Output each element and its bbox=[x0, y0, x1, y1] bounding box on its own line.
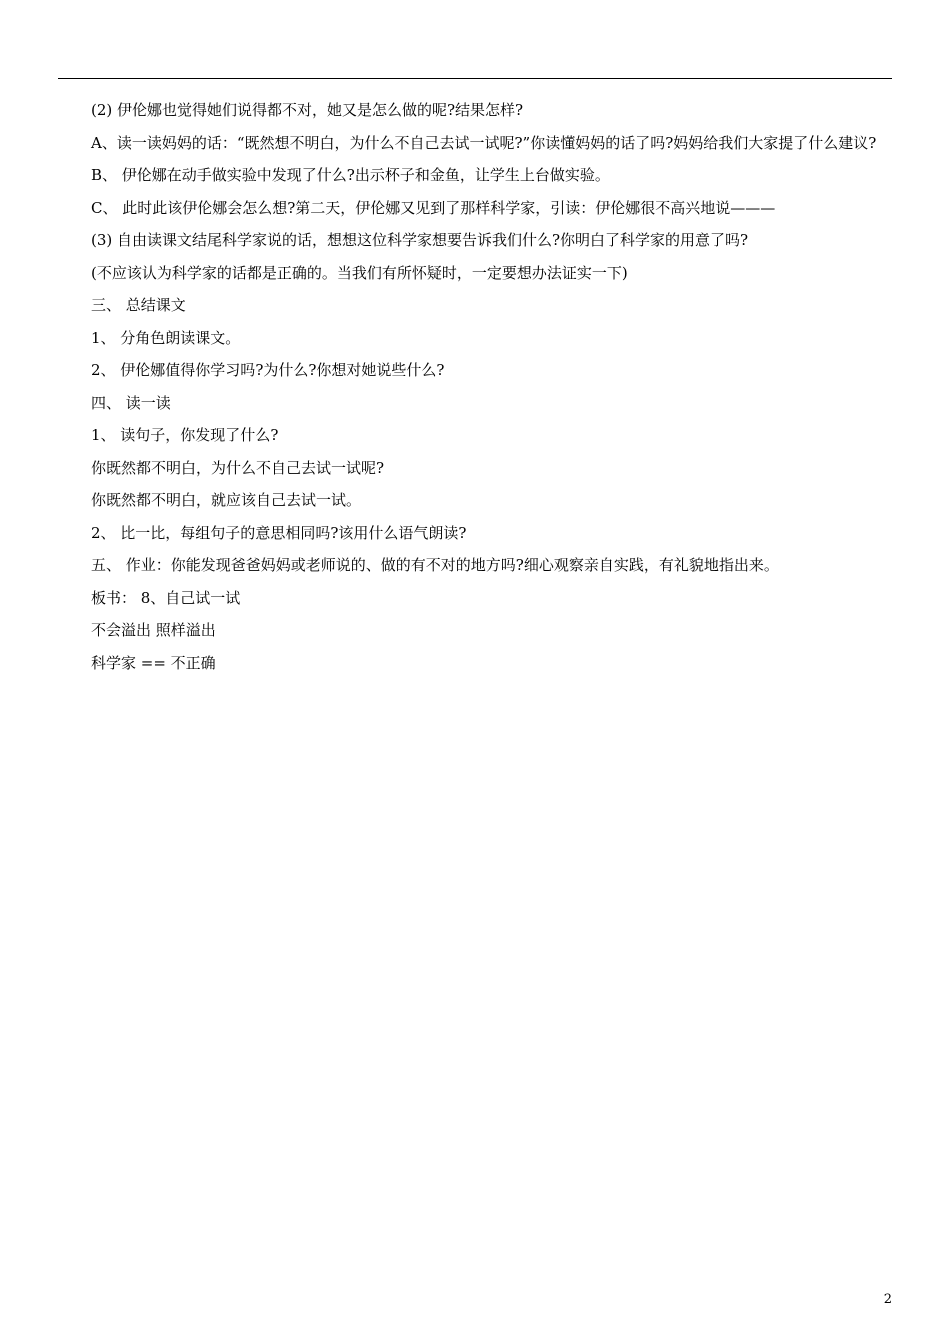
paragraph: B、 伊伦娜在动手做实验中发现了什么?出示杯子和金鱼，让学生上台做实验。 bbox=[91, 166, 610, 184]
section-heading: 五、 作业：你能发现爸爸妈妈或老师说的、做的有不对的地方吗?细心观察亲自实践，有礼貌地指出来。 bbox=[91, 556, 779, 574]
paragraph: (2) 伊伦娜也觉得她们说得都不对，她又是怎么做的呢?结果怎样? bbox=[91, 101, 524, 119]
blackboard-line: 科学家 == 不正确 bbox=[91, 653, 216, 672]
header-rule bbox=[58, 78, 892, 79]
section-heading: 四、 读一读 bbox=[91, 393, 171, 412]
paragraph: 1、 读句子，你发现了什么? bbox=[91, 426, 279, 444]
document-body bbox=[58, 94, 894, 679]
paragraph: 2、 伊伦娜值得你学习吗?为什么?你想对她说些什么? bbox=[91, 361, 445, 379]
example-sentence: 你既然都不明白，就应该自己去试一试。 bbox=[91, 491, 362, 509]
paragraph: (不应该认为科学家的话都是正确的。当我们有所怀疑时，一定要想办法证实一下) bbox=[91, 263, 628, 282]
paragraph: C、 此时此该伊伦娜会怎么想?第二天，伊伦娜又见到了那样科学家，引读：伊伦娜很不高兴地说——— bbox=[91, 198, 776, 217]
paragraph: A、读一读妈妈的话：“既然想不明白，为什么不自己去试一试呢?”你读懂妈妈的话了吗?妈妈给我们大家提了什么建议? bbox=[91, 133, 877, 152]
blackboard-title: 板书： 8、自己试一试 bbox=[91, 588, 241, 607]
example-sentence: 你既然都不明白，为什么不自己去试一试呢? bbox=[91, 458, 385, 477]
section-heading: 三、 总结课文 bbox=[91, 296, 186, 314]
paragraph: 1、 分角色朗读课文。 bbox=[91, 328, 241, 347]
paragraph: 2、 比一比，每组句子的意思相同吗?该用什么语气朗读? bbox=[91, 523, 467, 542]
page-number: 2 bbox=[883, 1292, 892, 1307]
paragraph: (3) 自由读课文结尾科学家说的话，想想这位科学家想要告诉我们什么?你明白了科学家的用意了吗? bbox=[91, 231, 749, 249]
blackboard-line: 不会溢出 照样溢出 bbox=[91, 621, 216, 639]
